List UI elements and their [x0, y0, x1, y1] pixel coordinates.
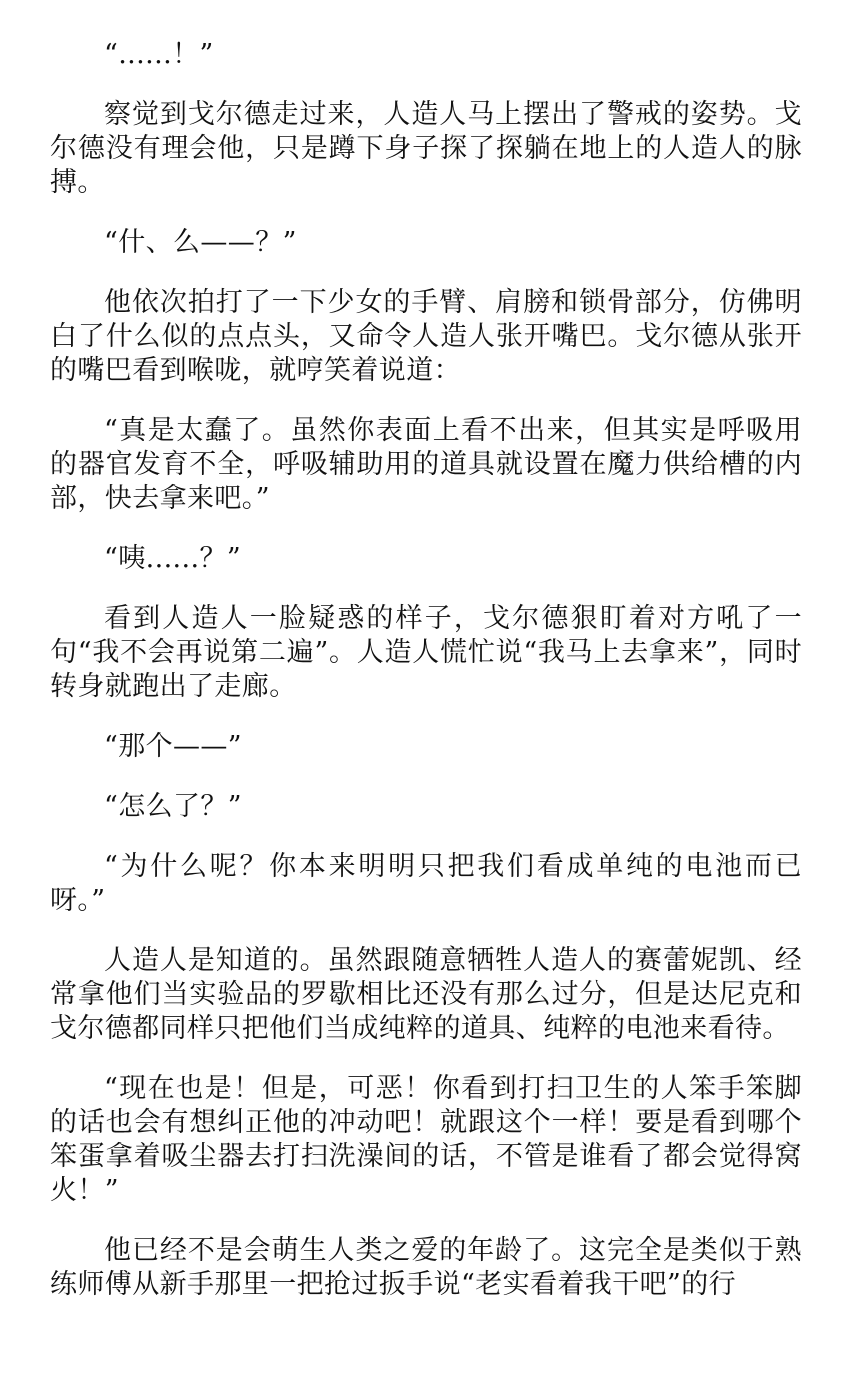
paragraph-11: 人造人是知道的。虽然跟随意牺牲人造人的赛蕾妮凯、经常拿他们当实验品的罗歇相比还没有那么过分，但是达尼克和戈尔德都同样只把他们当成纯粹的道具、纯粹的电池来看待。	[50, 945, 802, 1044]
paragraph-4: 他依次拍打了一下少女的手臂、肩膀和锁骨部分，仿佛明白了什么似的点点头，又命令人造人张开嘴巴。戈尔德从张开的嘴巴看到喉咙，就哼笑着说道：	[50, 287, 802, 386]
paragraph-3: “什、么——？”	[104, 227, 297, 258]
paragraph-10: “为什么呢？你本来明明只把我们看成单纯的电池而已呀。”	[50, 851, 802, 916]
paragraph-5: “真是太蠢了。虽然你表面上看不出来，但其实是呼吸用的器官发育不全，呼吸辅助用的道具就设置在魔力供给槽的内部，快去拿来吧。”	[50, 415, 802, 514]
paragraph-6: “咦......？”	[104, 543, 242, 574]
paragraph-8: “那个——”	[104, 731, 243, 762]
paragraph-12: “现在也是！但是，可恶！你看到打扫卫生的人笨手笨脚的话也会有想纠正他的冲动吧！就跟这个一样！要是看到哪个笨蛋拿着吸尘器去打扫洗澡间的话，不管是谁看了都会觉得窝火！”	[50, 1073, 802, 1206]
paragraph-1: “......！”	[104, 39, 214, 70]
paragraph-9: “怎么了？”	[104, 791, 243, 822]
paragraph-13: 他已经不是会萌生人类之爱的年龄了。这完全是类似于熟练师傅从新手那里一把抢过扳手说“老实看着我干吧”的行	[50, 1235, 802, 1300]
paragraph-7: 看到人造人一脸疑惑的样子，戈尔德狠盯着对方吼了一句“我不会再说第二遍”。人造人慌忙说“我马上去拿来”，同时转身就跑出了走廊。	[50, 603, 802, 702]
paragraph-2: 察觉到戈尔德走过来，人造人马上摆出了警戒的姿势。戈尔德没有理会他，只是蹲下身子探了探躺在地上的人造人的脉搏。	[50, 99, 802, 198]
